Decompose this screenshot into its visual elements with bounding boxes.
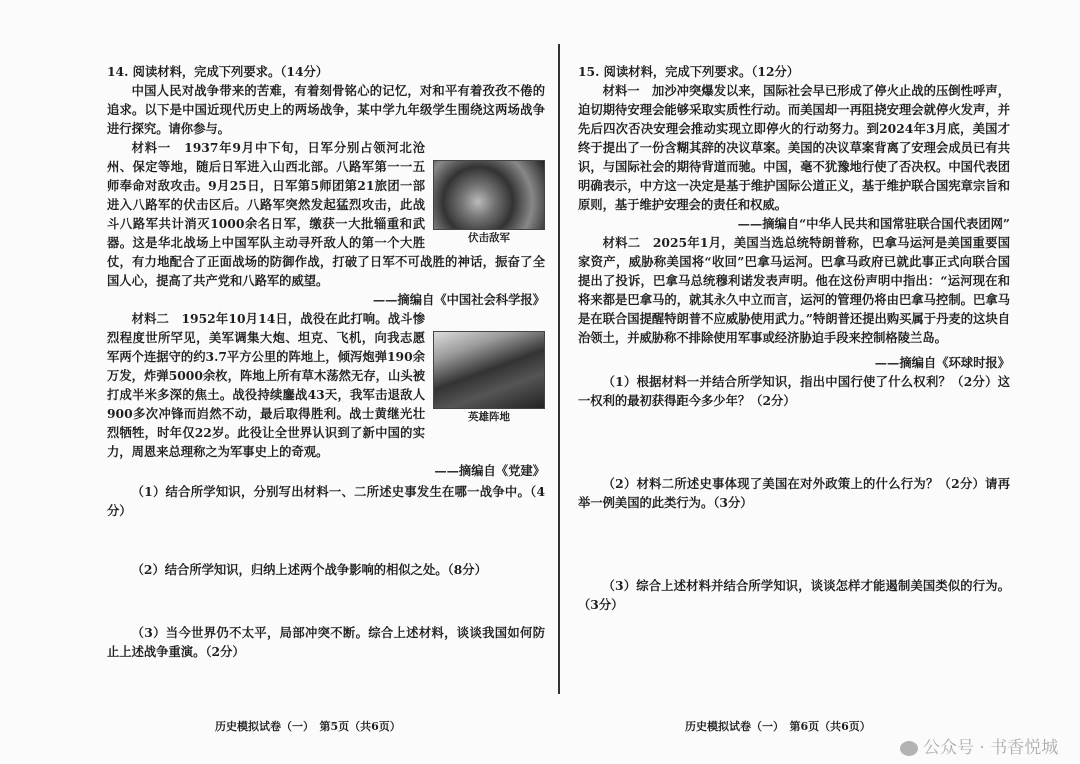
material-1: 材料一 1937年9月中下旬，日军分别占领河北沧州、保定等地，随后日军进入山西北部。八路军第一一五师奉命对敌攻击。9月25日，日军第5师团第21旅团一部进入八路军的伏击区后。八路军突然发起猛烈攻击，此战斗八路军共计消灭1000余名日军，缴获一大批辎重和武器。这是华北战场上中国军队主动寻歼敌人的第一个大胜仗，有力地配合了正面战场的防御作战，打破了日军不可战胜的神话，振奋了全国人心，提高了共产党和八路军的威望。	[107, 140, 545, 288]
question-14	[107, 62, 545, 661]
page-divider	[558, 44, 560, 694]
sub-question-1: （1）结合所学知识，分别写出材料一、二所述史事发生在哪一战争中。（4分）	[107, 484, 545, 518]
intro-text: 中国人民对战争带来的苦难，有着刻骨铭心的记忆，对和平有着孜孜不倦的追求。以下是中国近现代历史上的两场战争，某中学九年级学生围绕这两场战争进行探究。请你参与。	[107, 83, 545, 136]
sub-question-2: （2）结合所学知识，归纳上述两个战争影响的相似之处。（8分）	[131, 562, 487, 577]
source-citation: ——摘编自“中华人民共和国常驻联合国代表团网”	[737, 216, 1010, 231]
material-1: 材料一 加沙冲突爆发以来，国际社会早已形成了停火止战的压倒性呼声，迫切期待安理会能够采取实质性行动。而美国却一再阻挠安理会就停火发声，并先后四次否决安理会推动实现立即停火的行动努力。到2024年3月底，美国才终于提出了一份含糊其辞的决议草案。美国的决议草案背离了安理会成员已有共识，与国际社会的期待背道而驰。中国，毫不犹豫地行使了否决权。中国代表团明确表示，中方这一决定是基于维护国际公道正义，基于维护联合国宪章宗旨和原则，基于维护安理会的责任和权威。	[578, 83, 1010, 212]
source-citation: ——摘编自《党建》	[434, 463, 545, 478]
watermark	[900, 738, 1058, 758]
sub-question-3: （3）综合上述材料并结合所学知识，谈谈怎样才能遏制美国类似的行为。（3分）	[578, 578, 1010, 612]
page-footer-left: 历史模拟试卷（一） 第5页（共6页）	[215, 720, 401, 733]
source-citation: ——摘编自《中国社会科学报》	[372, 292, 545, 307]
question-title: 14. 阅读材料，完成下列要求。（14分）	[107, 64, 329, 79]
figure-caption: 英雄阵地	[468, 411, 510, 423]
sub-question-2: （2）材料二所述史事体现了美国在对外政策上的什么行为？（2分）请再举一例美国的此类行为。（3分）	[578, 476, 1010, 510]
watermark-text: 公众号 · 书香悦城	[923, 738, 1059, 758]
material-2: 材料二 1952年10月14日，战役在此打响。战斗惨烈程度世所罕见，美军调集大炮、坦克、飞机，向我志愿军两个连据守的约3.7平方公里的阵地上，倾泻炮弹190余万发，炸弹5000余枚，阵地上所有草木荡然无存，山头被打成半米多深的焦土。战役持续鏖战43天，我军击退敌人900多次冲锋而岿然不动，最后取得胜利。战士黄继光壮烈牺牲，时年仅22岁。此役让全世界认识到了新中国的实力，周恩来总理称之为军事史上的奇观。	[107, 311, 425, 459]
source-citation: ——摘编自《环球时报》	[874, 355, 1010, 370]
figure-hero-position	[433, 331, 545, 425]
figure-ambush	[433, 160, 545, 246]
photo-soldiers	[433, 331, 545, 409]
figure-caption: 伏击敌军	[468, 232, 510, 244]
question-title: 15. 阅读材料，完成下列要求。（12分）	[578, 64, 800, 79]
sub-question-1: （1）根据材料一并结合所学知识，指出中国行使了什么权利？（2分）这一权利的最初获得距今多少年？（2分）	[578, 374, 1010, 408]
question-15	[578, 62, 1010, 614]
material-2: 材料二 2025年1月，美国当选总统特朗普称，巴拿马运河是美国重要国家资产，威胁称美国将“收回”巴拿马运河。巴拿马政府已就此事正式向联合国提出了投诉，巴拿马总统穆利诺发表声明。他在这份声明中指出：“运河现在和将来都是巴拿马的，就其永久中立而言，运河的管理仍将由巴拿马控制。巴拿马是在联合国提醒特朗普不应威胁使用武力。”特朗普还提出购买属于丹麦的这块自治领土，并威胁称不排除使用军事或经济胁迫手段来控制格陵兰岛。	[578, 235, 1010, 345]
sub-question-3: （3）当今世界仍不太平，局部冲突不断。综合上述材料，谈谈我国如何防止上述战争重演。（2分）	[107, 625, 545, 659]
photo-ambush	[433, 160, 545, 230]
wechat-icon	[900, 741, 918, 756]
page-footer-right: 历史模拟试卷（一） 第6页（共6页）	[685, 720, 871, 733]
